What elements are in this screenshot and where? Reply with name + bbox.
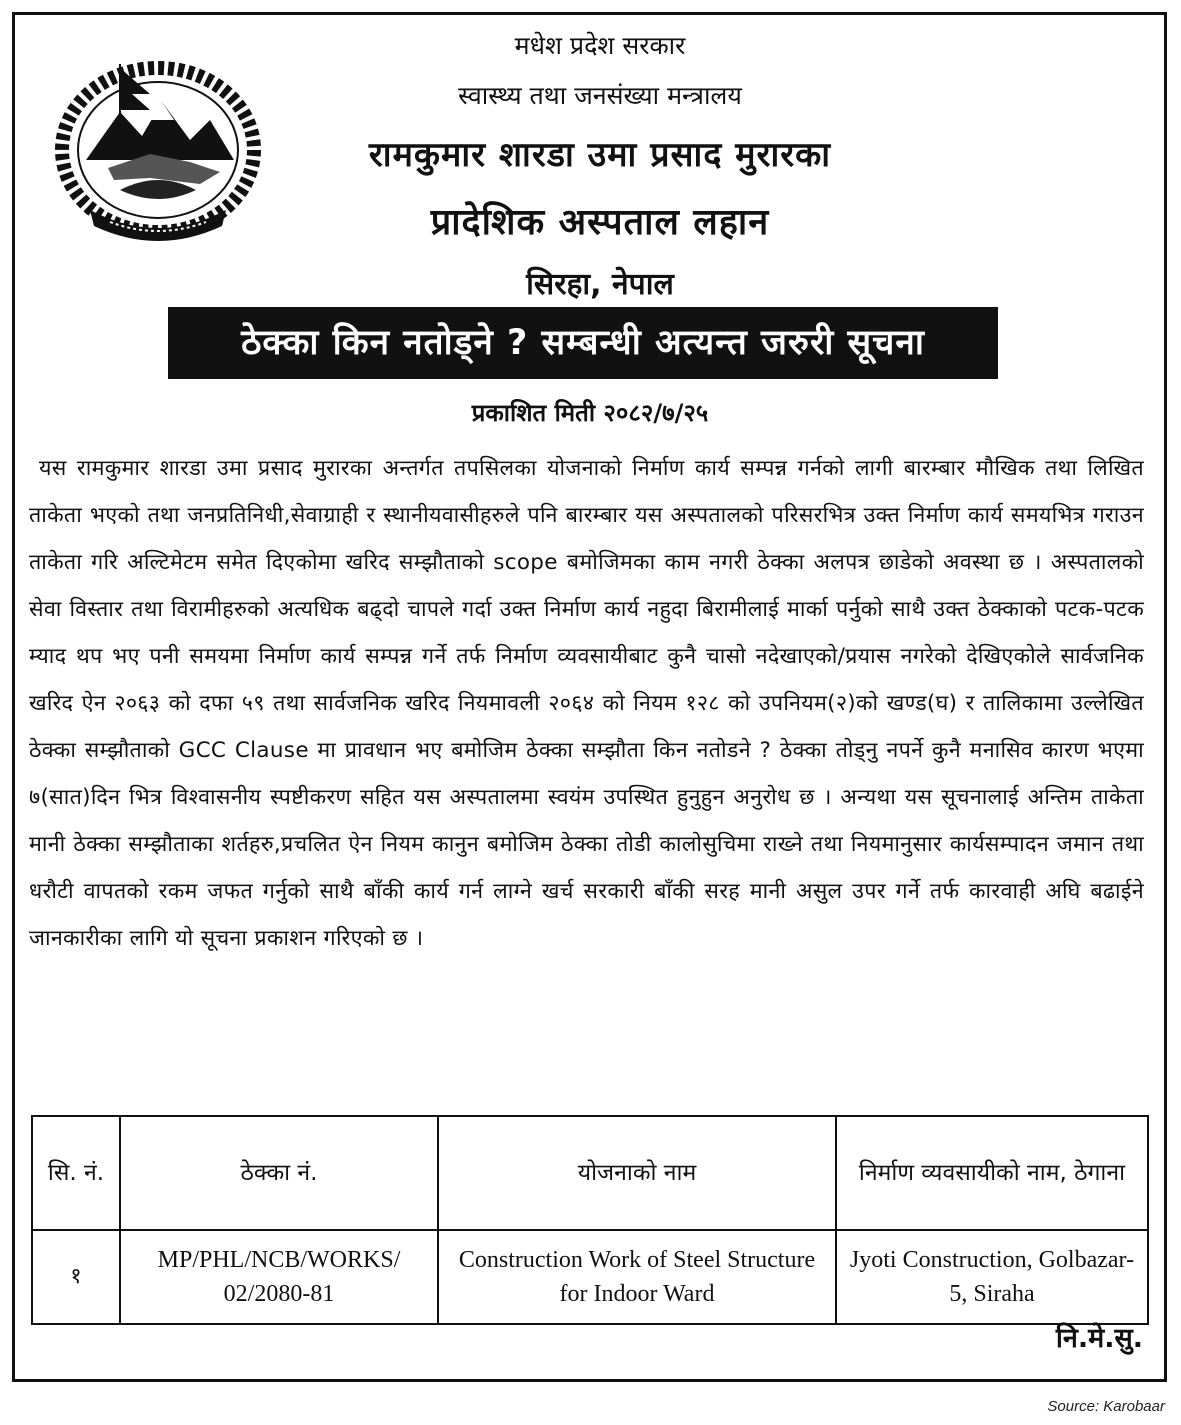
hospital-name-line1: रामकुमार शारडा उमा प्रसाद मुरारका xyxy=(368,135,832,175)
contract-table xyxy=(31,1115,1149,1325)
published-date: प्रकाशित मिती २०८२/७/२५ xyxy=(471,399,709,427)
notice-body: यस रामकुमार शारडा उमा प्रसाद मुरारका अन्तर्गत तपसिलका योजनाको निर्माण कार्य सम्पन्न गर्नको लागी बारम्बार मौखिक तथा लिखित ताकेता भएको तथा जनप्रतिनिधी,सेवाग्राही र स्थानीयवासीहरुले पनि बारम्बार यस अस्पतालको परिसरभित्र उक्त निर्माण कार्य समयभित्र गराउन ताकेता गरि अल्टिमेटम समेत दिएकोमा खरिद सम्झौताको scope बमोजिमका काम नगरी ठेक्का अलपत्र छाडेको अवस्था छ । अस्पतालको सेवा विस्तार तथा विरामीहरुको अत्यधिक बढ्दो चापले गर्दा उक्त निर्माण कार्य नहुदा बिरामीलाई मार्का पर्नुको साथै उक्त ठेक्काको पटक-पटक म्याद थप भए पनी समयमा निर्माण कार्य सम्पन्न गर्ने तर्फ निर्माण व्यवसायीबाट कुनै चासो नदेखाएको/प्रयास नगरेको देखिएकोले सार्वजनिक खरिद ऐन २०६३ को दफा ५९ तथा सार्वजनिक खरिद नियमावली २०६४ को नियम १२८ को उपनियम(२)को खण्ड(घ) र तालिकामा उल्लेखित ठेक्का सम्झौताको GCC Clause मा प्रावधान भए बमोजिम ठेक्का सम्झौता किन नतोडने ? ठेक्का तोड्नु नपर्ने कुनै मनासिव कारण भएमा ७(सात)दिन भित्र विश्वासनीय स्पष्टीकरण सहित यस अस्पतालमा स्वयंम उपस्थित हुनुहुन अनुरोध छ । अन्यथा यस सूचनालाई अन्तिम ताकेता मानी ठेक्का सम्झौताका शर्तहरु,प्रचलित ऐन नियम कानुन बमोजिम ठेक्का तोडी कालोसुचिमा राख्ने तथा नियमानुसार कार्यसम्पादन जमान तथा धरौटी वापतको रकम जफत गर्नुको साथै बाँकी कार्य गर्न लाग्ने खर्च सरकारी बाँकी सरह मानी असुल उपर गर्ने तर्फ कारवाही अघि बढाईने जानकारीका लागि यो सूचना प्रकाशन गरिएको छ । xyxy=(29,456,1144,951)
table-header-row xyxy=(32,1116,1148,1230)
cell-contractor: Jyoti Construction, Golbazar-5, Siraha xyxy=(836,1230,1148,1324)
hospital-location: सिरहा, नेपाल xyxy=(526,267,674,302)
header-serial-no: सि. नं. xyxy=(32,1116,120,1230)
hospital-name-line2: प्रादेशिक अस्पताल लहान xyxy=(430,202,770,243)
header-contractor: निर्माण व्यवसायीको नाम, ठेगाना xyxy=(836,1116,1148,1230)
ministry-name: स्वास्थ्य तथा जनसंख्या मन्त्रालय xyxy=(458,81,742,110)
notice-title: ठेक्का किन नतोड्ने ? सम्बन्धी अत्यन्त जरुरी सूचना xyxy=(168,307,998,379)
header-project-name: योजनाको नाम xyxy=(438,1116,836,1230)
header-contract-no: ठेक्का नं. xyxy=(120,1116,438,1230)
government-name: मधेश प्रदेश सरकार xyxy=(514,31,686,60)
cell-serial-no: १ xyxy=(32,1230,120,1324)
signoff: नि.मे.सु. xyxy=(1055,1323,1143,1354)
cell-contract-no: MP/PHL/NCB/WORKS/ 02/2080-81 xyxy=(120,1230,438,1324)
table-row xyxy=(32,1230,1148,1324)
cell-project-name: Construction Work of Steel Structure for Indoor Ward xyxy=(438,1230,836,1324)
source-caption: Source: Karobaar xyxy=(1047,1398,1165,1415)
